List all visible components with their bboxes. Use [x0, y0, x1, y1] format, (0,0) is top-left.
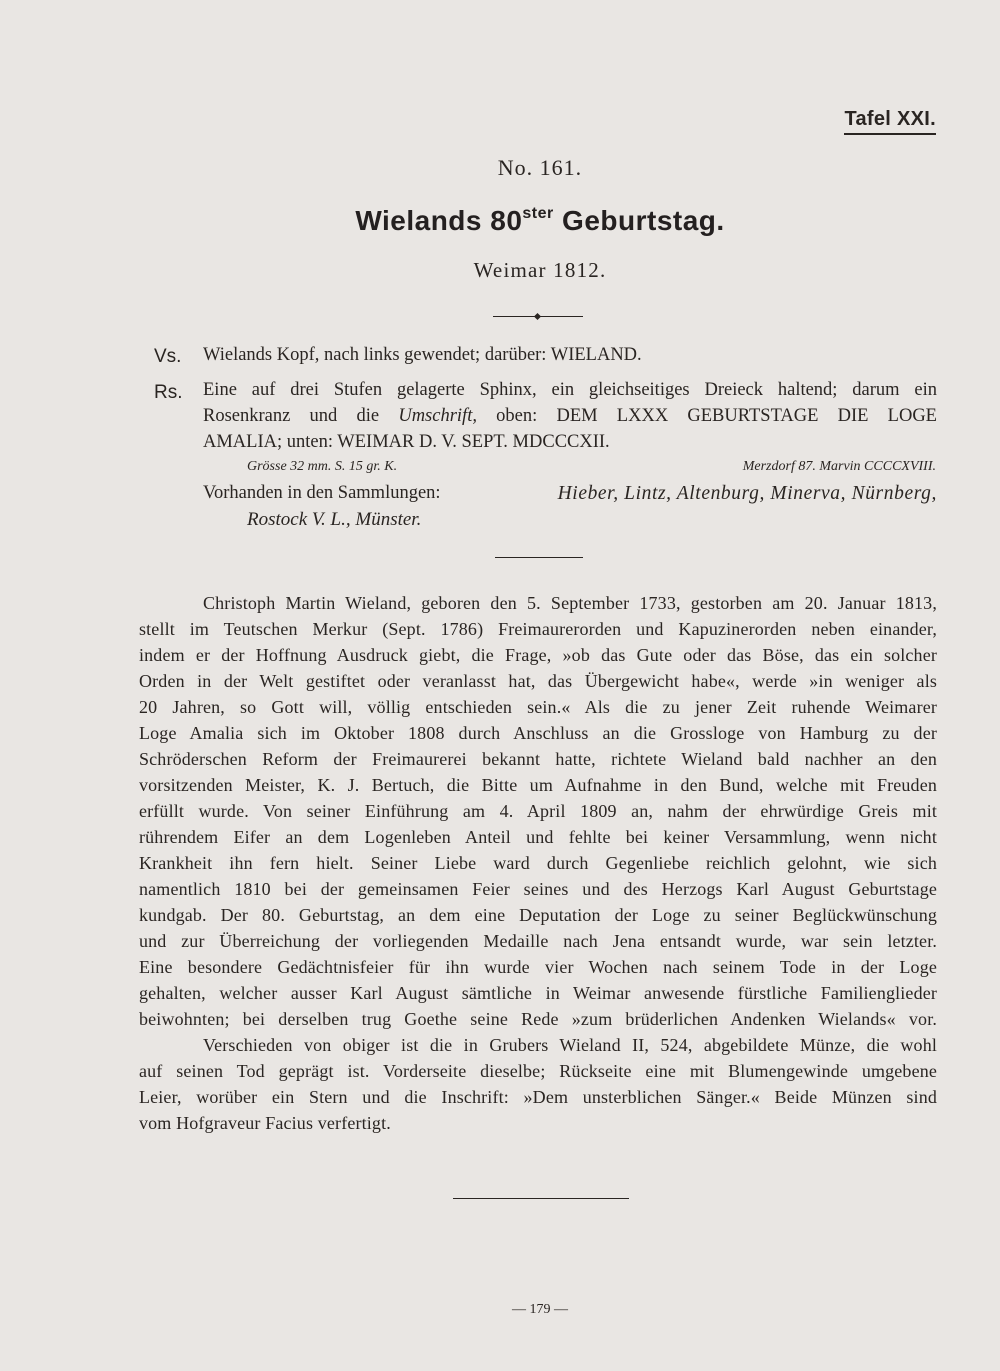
body-line: rührendem Eifer an dem Logenleben Anteil und fehlte bei keiner Versammlung, wenn nicht [139, 827, 937, 847]
section-divider [495, 557, 583, 558]
page-number: — 179 — [512, 1302, 568, 1317]
body-line: Krankheit ihn fern hielt. Seiner Liebe ward durch Gegenliebe reichlich gelohnt, wie sich [139, 853, 937, 873]
body-line: Leier, worüber ein Stern und die Inschrift: »Dem unsterblichen Sänger.« Beide Münzen sind [139, 1087, 937, 1107]
body-line: Loge Amalia sich im Oktober 1808 durch Anschluss an die Grossloge von Hamburg zu der [139, 723, 937, 743]
body-line: kundgab. Der 80. Geburtstag, an dem eine Deputation der Loge zu seiner Beglückwünschung [139, 905, 937, 925]
page-title [0, 205, 1000, 237]
reverse-line-2 [203, 406, 937, 427]
collections-list-1: Hieber, Lintz, Altenburg, Minerva, Nürnberg, [557, 483, 937, 504]
place-date: Weimar 1812. [473, 258, 607, 282]
body-line: Orden in der Welt gestiftet oder veranlasst hat, das Übergewicht habe«, werde »in weniger als [139, 671, 937, 691]
size-weight: Grösse 32 mm. S. 15 gr. K. [247, 459, 398, 474]
ornament-divider [493, 314, 583, 320]
body-line: indem er der Hoffnung Ausdruck giebt, die Frage, »ob das Gute oder das Böse, das ein solcher [139, 645, 937, 665]
body-line: auf seinen Tod geprägt ist. Vorderseite dieselbe; Rückseite eine mit Blumengewinde umgebene [139, 1061, 937, 1081]
body-line: 20 Jahren, so Gott will, völlig entschieden sein.« Als die zu jener Zeit ruhende Weimarer [139, 697, 937, 717]
body-line: vom Hofgraveur Facius verfertigt. [139, 1113, 391, 1133]
reverse-line-1: Eine auf drei Stufen gelagerte Sphinx, ein gleichseitiges Dreieck haltend; darum ein [203, 380, 937, 400]
body-line: Christoph Martin Wieland, geboren den 5. September 1733, gestorben am 20. Januar 1813, [203, 593, 937, 613]
reverse-line-2a: Rosenkranz und die [203, 406, 399, 426]
reverse-label: Rs. [154, 382, 183, 403]
reverse-line-3: AMALIA; unten: WEIMAR D. V. SEPT. MDCCCXII. [203, 432, 610, 452]
body-line: Schröderschen Reform der Freimaurerei bekannt hatte, richtete Wieland bald nachher an den [139, 749, 937, 769]
title-end: Geburtstag. [553, 205, 725, 236]
body-line: beiwohnten; bei derselben trug Goethe seine Rede »zum brüderlichen Andenken Wielands« vor. [139, 1009, 937, 1029]
reverse-line-2b: oben: DEM LXXX GEBURTSTAGE DIE LOGE [476, 406, 937, 426]
obverse-text: Wielands Kopf, nach links gewendet; darüber: WIELAND. [203, 345, 642, 365]
body-line: erfüllt wurde. Von seiner Einführung am 4. April 1809 an, nahm der ehrwürdige Greis mit [139, 801, 937, 821]
obverse-label: Vs. [154, 346, 182, 367]
collections-line-1 [203, 483, 937, 504]
collections-label: Vorhanden in den Sammlungen: [203, 483, 441, 503]
body-line: Eine besondere Gedächtnisfeier für ihn wurde vier Wochen nach seinem Tode in der Loge [139, 957, 937, 977]
body-line: namentlich 1810 bei der gemeinsamen Feier seines und des Herzogs Karl August Geburtstage [139, 879, 937, 899]
body-line: Verschieden von obiger ist die in Grubers Wieland II, 524, abgebildete Münze, die wohl [203, 1035, 937, 1055]
body-line: vorsitzenden Meister, K. J. Bertuch, die Bitte um Aufnahme in den Bund, welche mit Freuden [139, 775, 937, 795]
body-line: gehalten, welcher ausser Karl August sämtliche in Weimar anwesende fürstliche Familienglieder [139, 983, 937, 1003]
plate-label: Tafel XXI. [844, 108, 936, 135]
body-line: stellt im Teutschen Merkur (Sept. 1786) Freimaurerorden und Kapuzinerorden neben einander, [139, 619, 937, 639]
end-divider [453, 1198, 629, 1199]
title-superscript: ster [522, 205, 554, 222]
body-line: und zur Überreichung der vorliegenden Medaille nach Jena entsandt wurde, war sein letzter. [139, 931, 937, 951]
title-main: Wielands 80 [355, 205, 523, 236]
collections-list-2: Rostock V. L., Münster. [247, 509, 422, 530]
references: Merzdorf 87. Marvin CCCCXVIII. [742, 459, 936, 474]
item-number: No. 161. [497, 155, 583, 180]
reverse-inscription-label: Umschrift, [398, 406, 477, 426]
